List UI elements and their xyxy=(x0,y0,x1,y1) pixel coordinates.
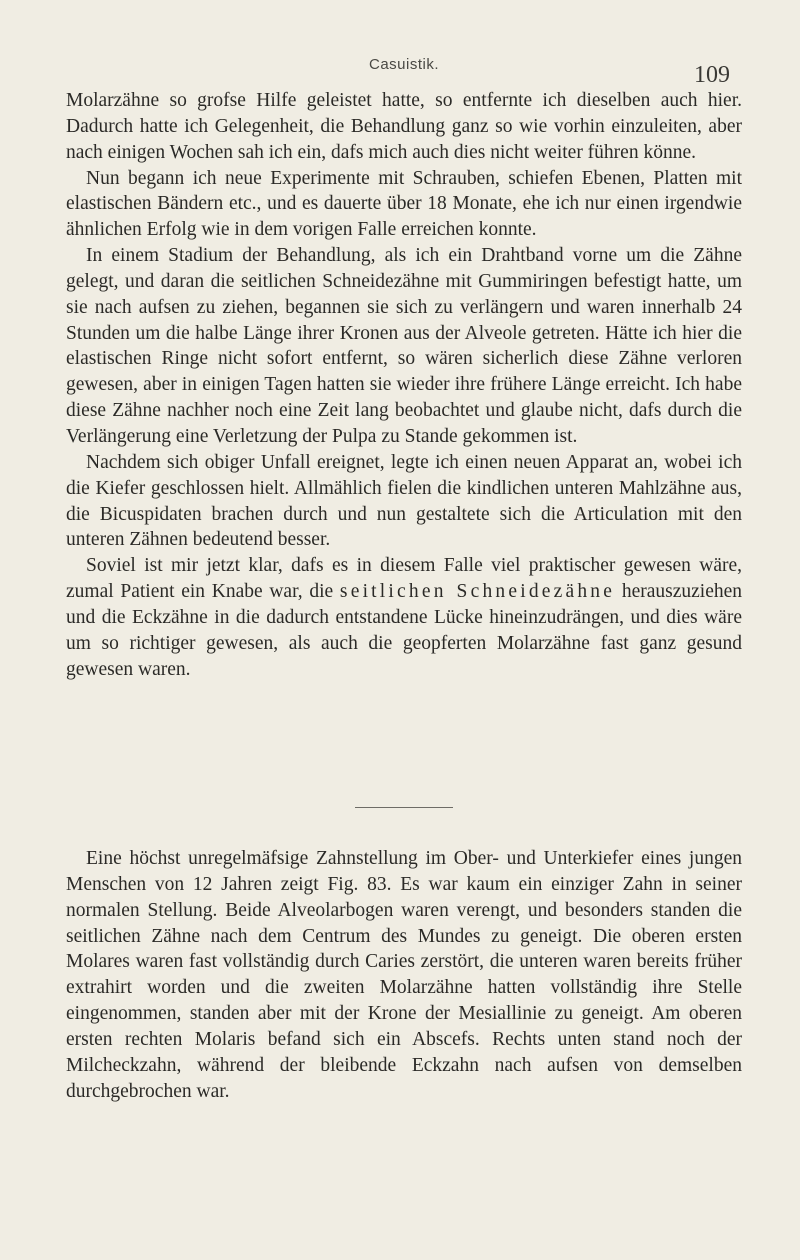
running-head: Casuistik. xyxy=(368,56,440,73)
case-paragraph: Eine höchst unregelmäfsige Zahnstellung im Ober- und Unterkiefer eines jungen Menschen von 12 Jahren zeigt Fig. 83. Es war kaum ein einziger Zahn in seiner normalen Stellung. Beide Alveolarbogen waren verengt, und besonders standen die seitlichen Zähne nach dem Centrum des Mundes zu geneigt. Die oberen ersten Molares waren fast vollständig durch Caries zerstört, die unteren waren bereits früher extrahirt worden und die zweiten Molarzähne hatten vollständig ihre Stelle eingenommen, standen aber mit der Krone der Mesiallinie zu geneigt. Am oberen ersten rechten Molaris befand sich ein Abscefs. Rechts unten stand noch der Milcheckzahn, während der bleibende Eckzahn nach aufsen von demselben durchgebrochen war. xyxy=(66,848,742,1102)
page-number: 109 xyxy=(694,62,730,88)
page-header xyxy=(66,48,742,88)
case-section xyxy=(66,846,742,1104)
section-divider xyxy=(355,807,453,808)
paragraph-5-start: Soviel ist mir jetzt klar, dafs es in diesem Falle viel praktischer gewesen wäre, zumal Patient ein Knabe war, die xyxy=(66,555,742,603)
paragraph-5 xyxy=(66,553,742,682)
paragraph-4: Nachdem sich obiger Unfall ereignet, legte ich einen neuen Apparat an, wobei ich die Kiefer geschlossen hielt. Allmählich fielen die kindlichen unteren Mahlzähne aus, die Bicuspidaten brachen durch und nun gestaltete sich die Articulation mit den unteren Zähnen bedeutend besser. xyxy=(66,451,742,551)
paragraph-2: Nun begann ich neue Experimente mit Schrauben, schiefen Ebenen, Platten mit elastischen Bändern etc., und es dauerte über 18 Monate, ehe ich nur einen irgendwie ähnlichen Erfolg wie in dem vorigen Falle erreichen konnte. xyxy=(66,167,742,241)
spaced-emphasis: seitlichen Schneidezähne xyxy=(339,581,616,603)
body-text xyxy=(66,88,742,682)
paragraph-5-end: herauszuziehen und die Eckzähne in die dadurch entstandene Lücke hineinzudrängen, und dies wäre um so richtiger gewesen, als auch die geopferten Molarzähne fast ganz gesund gewesen waren. xyxy=(66,581,742,680)
paragraph-3: In einem Stadium der Behandlung, als ich ein Drahtband vorne um die Zähne gelegt, und daran die seitlichen Schneidezähne mit Gummiringen befestigt hatte, um sie nach aufsen zu ziehen, begannen sie sich zu verlängern und waren innerhalb 24 Stunden um die halbe Länge ihrer Kronen aus der Alveole getreten. Hätte ich hier die elastischen Ringe nicht sofort entfernt, so wären sicherlich diese Zähne verloren gewesen, aber in einigen Tagen hatten sie wieder ihre frühere Länge erreicht. Ich habe diese Zähne nachher noch eine Zeit lang beobachtet und glaube nicht, dafs durch die Verlängerung eine Verletzung der Pulpa zu Stande gekommen ist. xyxy=(66,245,742,447)
paragraph-1: Molarzähne so grofse Hilfe geleistet hatte, so entfernte ich dieselben auch hier. Dadurch hatte ich Gelegenheit, die Behandlung ganz so wie vorhin einzuleiten, aber nach einigen Wochen sah ich ein, dafs mich auch dies nicht weiter führen könne. xyxy=(66,90,742,163)
